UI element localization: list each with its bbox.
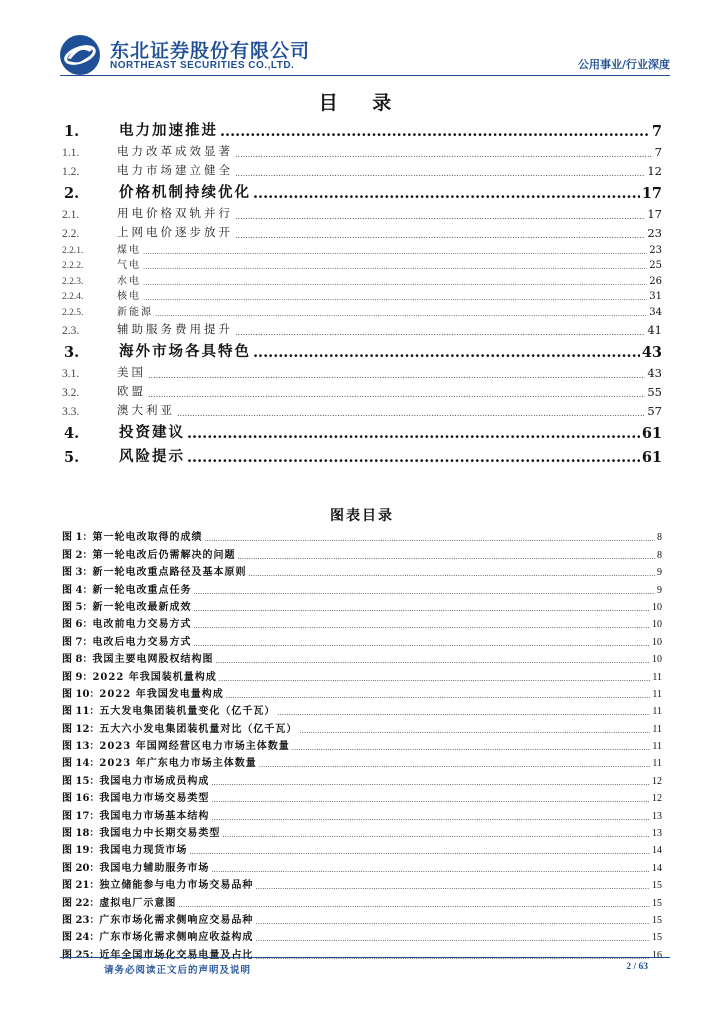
- figure-leader-dots: [277, 709, 650, 717]
- figure-entry-number: 图 25：: [62, 949, 100, 961]
- toc-entry-label: 电力市场建立健全: [117, 163, 233, 177]
- toc-leader-dots: [143, 248, 647, 256]
- toc-entry-label: 澳大利亚: [117, 402, 175, 417]
- figure-entry-number: 图 22：: [62, 897, 100, 909]
- figure-entry-page: 15: [652, 897, 662, 909]
- toc-entry-page: 34: [649, 306, 662, 318]
- toc-leader-dots: [177, 409, 645, 418]
- figure-entry-label: 2022 年我国装机量构成: [92, 671, 217, 683]
- toc-entry-label: 电力加速推进: [119, 122, 218, 139]
- toc-entry-label: 水电: [117, 275, 141, 287]
- figure-leader-dots: [222, 831, 650, 839]
- toc-entry-page: 26: [649, 275, 662, 287]
- toc-entry-page: 23: [647, 226, 662, 240]
- toc-entry-label: 用电价格双轨并行: [117, 206, 233, 220]
- figure-entry[interactable]: [62, 665, 662, 682]
- figure-entry-number: 图 1：: [62, 532, 93, 544]
- figure-entry-label: 2023 年广东电力市场主体数量: [99, 758, 257, 770]
- figure-leader-dots: [211, 866, 650, 874]
- figure-entry-page: 9: [657, 584, 662, 596]
- figure-entry[interactable]: [62, 804, 662, 821]
- table-of-contents: [62, 116, 662, 466]
- figure-entry[interactable]: [62, 822, 662, 839]
- toc-entry-label: 气电: [117, 260, 141, 271]
- figure-leader-dots: [178, 901, 650, 909]
- figure-entry-number: 图 8：: [62, 654, 93, 666]
- figure-entry-label: 虚拟电厂示意图: [99, 897, 177, 909]
- toc-entry-number: 2.2.3.: [62, 276, 84, 287]
- figure-entry-label: 电改前电力交易方式: [92, 619, 192, 631]
- figure-entry-label: 我国电力辅助服务市场: [99, 862, 210, 874]
- figure-entry-number: 图 14：: [62, 758, 100, 770]
- figure-entry-number: 图 5：: [62, 601, 93, 613]
- toc-entry-label: 美国: [117, 364, 146, 379]
- toc-entry[interactable]: [62, 337, 662, 361]
- toc-entry-page: 17: [641, 185, 662, 202]
- toc-entry[interactable]: [62, 442, 662, 466]
- toc-leader-dots: [235, 231, 645, 240]
- toc-entry[interactable]: [62, 140, 662, 159]
- figure-entry-number: 图 13：: [62, 741, 100, 753]
- toc-entry-page: 55: [647, 384, 662, 399]
- toc-leader-dots: [148, 390, 645, 399]
- figure-entry[interactable]: [62, 926, 662, 943]
- figure-entry[interactable]: [62, 596, 662, 613]
- figure-entry[interactable]: [62, 839, 662, 856]
- figure-leader-dots: [211, 814, 650, 822]
- toc-entry[interactable]: [62, 221, 662, 240]
- toc-entry[interactable]: [62, 202, 662, 221]
- figure-entry[interactable]: [62, 613, 662, 630]
- figure-leader-dots: [248, 570, 655, 578]
- toc-entry-number: 3.3.: [62, 405, 80, 418]
- toc-entry-number: 2.2.: [62, 228, 80, 240]
- toc-entry-number: 2.3.: [62, 324, 80, 337]
- toc-leader-dots: [187, 449, 640, 466]
- footer-divider: [60, 957, 670, 958]
- figure-leader-dots: [193, 605, 650, 613]
- figure-entry-label: 广东市场化需求侧响应交易品种: [99, 914, 254, 926]
- toc-leader-dots: [253, 344, 640, 361]
- figure-entry-label: 新一轮电改重点任务: [92, 584, 192, 596]
- toc-entry[interactable]: [62, 418, 662, 442]
- toc-entry-number: 4.: [64, 424, 80, 442]
- figure-entry-page: 13: [652, 810, 662, 822]
- figure-entry-label: 我国电力现货市场: [99, 845, 188, 857]
- figure-entry-number: 图 12：: [62, 723, 100, 735]
- toc-entry-page: 57: [647, 403, 662, 418]
- toc-entry-page: 31: [649, 291, 662, 302]
- figure-leader-dots: [292, 744, 651, 752]
- figure-leader-dots: [255, 883, 650, 891]
- figure-leader-dots: [211, 779, 650, 787]
- toc-entry-number: 1.1.: [62, 147, 80, 159]
- figure-entry-number: 图 7：: [62, 636, 93, 648]
- figure-leader-dots: [299, 727, 650, 735]
- figure-entry-label: 新一轮电改重点路径及基本原则: [92, 567, 247, 579]
- figure-entry-page: 13: [652, 828, 662, 840]
- figure-entry-page: 10: [652, 619, 662, 631]
- figure-entry-number: 图 2：: [62, 549, 93, 561]
- figure-entry-label: 我国电力市场成员构成: [99, 775, 210, 787]
- page-header: [60, 30, 670, 76]
- toc-entry-label: 价格机制持续优化: [119, 184, 251, 201]
- toc-leader-dots: [143, 294, 647, 302]
- figure-entry-label: 第一轮电改后仍需解决的问题: [92, 549, 236, 561]
- figure-entry-number: 图 21：: [62, 880, 100, 892]
- figure-entry-number: 图 15：: [62, 775, 100, 787]
- toc-leader-dots: [148, 371, 645, 380]
- toc-entry-page: 43: [647, 365, 662, 380]
- toc-entry-number: 1.: [64, 123, 80, 140]
- toc-entry-label: 海外市场各具特色: [119, 342, 251, 360]
- toc-leader-dots: [143, 263, 647, 271]
- toc-entry-page: 25: [649, 260, 662, 271]
- toc-entry[interactable]: [62, 302, 662, 318]
- toc-leader-dots: [235, 328, 645, 337]
- toc-entry-label: 辅助服务费用提升: [117, 321, 233, 336]
- toc-leader-dots: [155, 310, 647, 318]
- figure-entry-page: 15: [652, 914, 662, 926]
- header-divider: [60, 75, 670, 76]
- toc-entry-label: 上网电价逐步放开: [117, 225, 233, 239]
- figure-entry-label: 电改后电力交易方式: [92, 636, 192, 648]
- toc-entry[interactable]: [62, 178, 662, 202]
- figure-entry[interactable]: [62, 891, 662, 908]
- company-name-cn: 东北证券股份有限公司: [110, 40, 311, 62]
- figure-leader-dots: [255, 918, 650, 926]
- figure-entry-label: 我国电力市场基本结构: [99, 810, 210, 822]
- toc-entry[interactable]: [62, 240, 662, 256]
- figure-entry-label: 近年全国市场化交易电量及占比: [99, 949, 254, 961]
- figure-entry-label: 广东市场化需求侧响应收益构成: [99, 932, 254, 944]
- toc-entry[interactable]: [62, 287, 662, 303]
- figure-entry[interactable]: [62, 856, 662, 873]
- figure-entry-page: 15: [652, 932, 662, 944]
- figure-entry-page: 8: [657, 549, 662, 561]
- figure-entry-number: 图 18：: [62, 828, 100, 840]
- toc-entry-label: 电力改革成效显著: [117, 144, 233, 158]
- toc-leader-dots: [235, 150, 653, 159]
- figure-leader-dots: [215, 657, 650, 665]
- toc-entry[interactable]: [62, 399, 662, 418]
- figure-leader-dots: [259, 761, 651, 769]
- figure-entry-number: 图 24：: [62, 932, 100, 944]
- toc-entry[interactable]: [62, 159, 662, 178]
- figure-entry[interactable]: [62, 700, 662, 717]
- toc-entry-number: 2.2.4.: [62, 292, 84, 302]
- figure-entry[interactable]: [62, 526, 662, 543]
- figure-entry-page: 16: [652, 949, 662, 961]
- toc-entry[interactable]: [62, 361, 662, 380]
- figure-entry-page: 8: [657, 532, 662, 544]
- toc-leader-dots: [187, 425, 640, 442]
- toc-leader-dots: [235, 169, 645, 178]
- figure-entry[interactable]: [62, 648, 662, 665]
- toc-entry-label: 新能源: [117, 306, 153, 318]
- toc-entry-number: 3.2.: [62, 386, 80, 399]
- toc-entry-label: 风险提示: [119, 447, 185, 465]
- figure-entry-number: 图 10：: [62, 688, 100, 700]
- figure-entry-page: 15: [652, 880, 662, 892]
- figure-entry[interactable]: [62, 735, 662, 752]
- figure-entry-label: 我国电力市场交易类型: [99, 793, 210, 805]
- figure-entry[interactable]: [62, 769, 662, 786]
- figure-leader-dots: [193, 622, 650, 630]
- figure-entry-label: 第一轮电改取得的成绩: [92, 532, 203, 544]
- figure-entry-page: 11: [652, 758, 662, 770]
- figure-entry-page: 11: [652, 671, 662, 683]
- figure-entry-page: 14: [652, 845, 662, 857]
- toc-leader-dots: [220, 123, 650, 140]
- footer-disclaimer: 请务必阅读正文后的声明及说明: [104, 965, 252, 976]
- figure-entry-number: 图 4：: [62, 584, 93, 596]
- figure-entry[interactable]: [62, 543, 662, 560]
- figure-entry-label: 2023 年国网经营区电力市场主体数量: [99, 741, 290, 753]
- figure-list-title: 图表目录: [330, 508, 394, 524]
- figure-entry[interactable]: [62, 683, 662, 700]
- toc-leader-dots: [143, 279, 647, 287]
- toc-entry-number: 2.2.5.: [62, 307, 84, 318]
- toc-entry-label: 欧盟: [117, 383, 146, 398]
- toc-entry-page: 23: [649, 244, 662, 256]
- figure-entry-number: 图 20：: [62, 862, 100, 874]
- toc-entry[interactable]: [62, 318, 662, 337]
- toc-entry-page: 7: [651, 123, 662, 140]
- figure-entry-page: 11: [652, 706, 662, 718]
- toc-entry-number: 2.1.: [62, 209, 80, 221]
- toc-entry[interactable]: [62, 116, 662, 140]
- figure-entry-number: 图 19：: [62, 845, 100, 857]
- toc-entry-page: 17: [647, 207, 662, 221]
- toc-entry-number: 1.2.: [62, 166, 80, 178]
- toc-entry-page: 61: [641, 448, 662, 466]
- toc-title: 目 录: [318, 92, 406, 114]
- figure-entry-label: 新一轮电改最新成效: [92, 601, 192, 613]
- figure-leader-dots: [211, 796, 650, 804]
- figure-entry-page: 10: [652, 636, 662, 648]
- figure-entry-page: 12: [652, 793, 662, 805]
- figure-entry[interactable]: [62, 752, 662, 769]
- figure-entry[interactable]: [62, 909, 662, 926]
- toc-entry-page: 7: [654, 145, 662, 159]
- figure-entry-label: 我国主要电网股权结构图: [92, 654, 214, 666]
- toc-entry-number: 5.: [64, 448, 80, 466]
- report-type: 公用事业/行业深度: [577, 58, 670, 71]
- figure-leader-dots: [226, 692, 651, 700]
- figure-entry-number: 图 23：: [62, 914, 100, 926]
- figure-entry[interactable]: [62, 630, 662, 647]
- figure-entry-number: 图 9：: [62, 671, 93, 683]
- toc-entry-number: 3.: [64, 343, 80, 361]
- figure-entry-page: 10: [652, 654, 662, 666]
- figure-entry-page: 10: [652, 601, 662, 613]
- figure-entry[interactable]: [62, 561, 662, 578]
- northeast-securities-logo-icon: [60, 35, 100, 75]
- figure-entry-label: 五大六小发电集团装机量对比（亿千瓦）: [99, 723, 298, 735]
- figure-leader-dots: [189, 848, 650, 856]
- figure-entry-page: 11: [652, 741, 662, 753]
- toc-entry-page: 61: [641, 424, 662, 442]
- figure-leader-dots: [237, 553, 655, 561]
- figure-entry-label: 我国电力中长期交易类型: [99, 828, 221, 840]
- figure-leader-dots: [255, 935, 650, 943]
- figure-entry[interactable]: [62, 717, 662, 734]
- figure-entry-number: 图 6：: [62, 619, 93, 631]
- toc-entry-page: 12: [647, 164, 662, 178]
- figure-entry-page: 11: [652, 688, 662, 700]
- toc-entry[interactable]: [62, 380, 662, 399]
- figure-entry-page: 9: [657, 567, 662, 579]
- toc-entry[interactable]: [62, 256, 662, 272]
- figure-list: [62, 526, 662, 961]
- figure-entry[interactable]: [62, 787, 662, 804]
- toc-leader-dots: [235, 212, 645, 221]
- toc-entry-number: 3.1.: [62, 367, 80, 380]
- toc-leader-dots: [253, 185, 640, 202]
- toc-entry-number: 2.2.2.: [62, 261, 84, 271]
- figure-entry-number: 图 16：: [62, 793, 100, 805]
- toc-entry-number: 2.2.1.: [62, 245, 84, 256]
- toc-entry-page: 41: [647, 322, 662, 337]
- toc-entry[interactable]: [62, 271, 662, 287]
- figure-entry[interactable]: [62, 578, 662, 595]
- figure-entry-page: 12: [652, 775, 662, 787]
- toc-entry-label: 投资建议: [119, 423, 185, 441]
- toc-entry-page: 43: [641, 343, 662, 361]
- figure-leader-dots: [204, 535, 655, 543]
- figure-entry[interactable]: [62, 943, 662, 960]
- figure-leader-dots: [193, 588, 655, 596]
- figure-leader-dots: [193, 640, 650, 648]
- figure-entry-label: 五大发电集团装机量变化（亿千瓦）: [99, 706, 276, 718]
- figure-entry-page: 11: [652, 723, 662, 735]
- figure-entry-number: 图 17：: [62, 810, 100, 822]
- figure-entry[interactable]: [62, 874, 662, 891]
- toc-entry-number: 2.: [64, 185, 80, 202]
- figure-entry-page: 14: [652, 862, 662, 874]
- figure-entry-label: 2022 年我国发电量构成: [99, 688, 224, 700]
- figure-entry-number: 图 3：: [62, 567, 93, 579]
- figure-leader-dots: [219, 675, 651, 683]
- toc-entry-label: 核电: [117, 291, 141, 302]
- company-name-en: NORTHEAST SECURITIES CO.,LTD.: [110, 60, 295, 71]
- figure-entry-number: 图 11：: [62, 706, 100, 718]
- figure-entry-label: 独立储能参与电力市场交易品种: [99, 880, 254, 892]
- toc-entry-label: 煤电: [117, 244, 141, 256]
- page-indicator: 2 / 63: [626, 962, 648, 972]
